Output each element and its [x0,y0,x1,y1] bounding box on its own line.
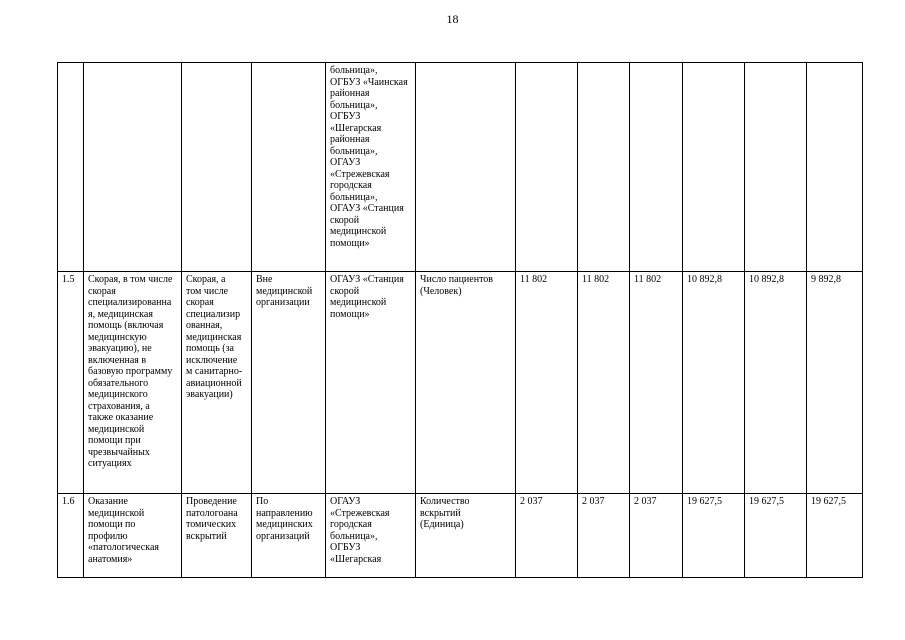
cell-text-line: городская [330,519,372,530]
page-number: 18 [446,12,459,26]
cell-text-line: обязательного [88,377,149,389]
cell-condition [252,494,326,578]
cell-value-2: 2 037 [578,494,630,578]
cell-condition [252,272,326,494]
cell-text-line: патологоана [186,507,238,519]
cell-text-line: медицинской [88,507,145,519]
cell-text-line: скорая [88,285,116,297]
cell-num: 1.6 [58,494,84,578]
cell-value-1: 11 802 [516,272,578,494]
cell-text-line: ОГАУЗ «Станция [330,274,404,285]
cell-text-line: медицинской [88,423,145,435]
cell-indicator [416,272,516,494]
cell-text-line: я, медицинская [88,308,153,320]
cell-institution [326,63,416,272]
cell-text-line: базовую программу [88,366,173,377]
cell-text-line: Оказание [88,496,128,507]
cell-condition [252,63,326,272]
cell-text-line: скорой [330,214,360,226]
cell-value-6: 9 892,8 [807,272,863,494]
cell-num: 1.5 [58,272,84,494]
cell-text-line: (Единица) [420,519,464,530]
cell-text-line: «Шегарская [330,122,382,134]
cell-text-line: «патологическая [88,542,159,553]
cell-service-name [84,63,182,272]
cell-text-line: направлению [256,507,313,519]
cell-text-line: организации [256,297,310,308]
cell-text-line: ОГБУЗ «Чаинская [330,76,408,88]
cell-text-line: больница», [330,99,378,111]
cell-text-line: медицинской [330,226,387,237]
cell-text-line: Скорая, в том числе [88,274,173,285]
cell-text-line: больница», [330,530,378,542]
cell-text-line: профилю [88,530,128,542]
table-row [58,272,863,494]
cell-text-line: м санитарно- [186,366,243,377]
cell-service-content [182,63,252,272]
cell-value-4 [683,63,745,272]
services-table [57,62,863,578]
cell-text-line: чрезвычайных [88,446,150,458]
cell-value-5: 19 627,5 [745,494,807,578]
cell-service-content [182,494,252,578]
cell-text-line: районная [330,134,370,145]
cell-text-line: помощи» [330,237,370,249]
cell-text-line: эвакуацию), не [88,343,152,354]
cell-text-line: медицинской [330,297,387,308]
cell-service-content [182,272,252,494]
cell-text-line: ОГАУЗ [330,157,361,168]
cell-text-line: вскрытий [420,507,461,519]
cell-text-line: городская [330,180,372,191]
cell-service-name [84,272,182,494]
cell-text-line: страхования, а [88,400,150,412]
cell-text-line: «Шегарская [330,553,382,565]
cell-institution [326,272,416,494]
cell-text-line: также оказание [88,412,154,423]
cell-text-line: помощи по [88,519,136,530]
cell-text-line: медицинская [186,331,242,343]
cell-value-5: 10 892,8 [745,272,807,494]
cell-text-line: Скорая, а [186,274,226,285]
cell-text-line: медицинского [88,389,148,400]
cell-institution [326,494,416,578]
cell-text-line: ованная, [186,320,223,331]
cell-text-line: больница», [330,65,378,76]
cell-text-line: ситуациях [88,458,132,469]
table-row [58,494,863,578]
cell-text-line: скорая [186,297,214,308]
cell-text-line: Число пациентов [420,274,494,285]
cell-text-line: скорой [330,285,360,297]
cell-text-line: ОГАУЗ «Станция [330,203,404,214]
cell-text-line: больница», [330,145,378,157]
cell-value-3 [630,63,683,272]
cell-indicator [416,63,516,272]
cell-text-line: ОГБУЗ [330,111,361,122]
cell-text-line: ОГАУЗ [330,496,361,507]
table-row [58,63,863,272]
cell-text-line: медицинскую [88,331,147,343]
cell-text-line: ОГБУЗ [330,542,361,553]
cell-value-3: 2 037 [630,494,683,578]
cell-text-line: «Стрежевская [330,507,390,519]
cell-text-line: специализир [186,308,241,320]
cell-value-1 [516,63,578,272]
cell-value-4: 10 892,8 [683,272,745,494]
cell-text-line: помощи при [88,435,141,446]
cell-text-line: том числе [186,285,229,297]
cell-text-line: По [256,496,269,507]
cell-text-line: «Стрежевская [330,168,390,180]
cell-text-line: помощь (за [186,343,234,354]
cell-value-2 [578,63,630,272]
cell-text-line: авиационной [186,377,242,389]
cell-text-line: Проведение [186,496,237,507]
cell-text-line: помощь (включая [88,320,164,331]
cell-text-line: исключение [186,354,238,366]
cell-text-line: организаций [256,530,310,542]
cell-value-6: 19 627,5 [807,494,863,578]
cell-text-line: вскрытий [186,530,227,542]
cell-text-line: томических [186,519,237,530]
cell-value-3: 11 802 [630,272,683,494]
cell-text-line: анатомия» [88,553,133,565]
cell-value-5 [745,63,807,272]
cell-num [58,63,84,272]
cell-service-name [84,494,182,578]
cell-text-line: медицинских [256,519,313,530]
cell-text-line: медицинской [256,285,313,297]
cell-text-line: больница», [330,191,378,203]
cell-text-line: эвакуации) [186,389,233,400]
cell-value-1: 2 037 [516,494,578,578]
cell-text-line: Вне [256,274,273,285]
cell-text-line: (Человек) [420,285,462,297]
cell-text-line: включенная в [88,354,147,366]
cell-text-line: помощи» [330,308,370,320]
cell-value-4: 19 627,5 [683,494,745,578]
cell-text-line: специализированна [88,297,172,308]
cell-indicator [416,494,516,578]
cell-value-2: 11 802 [578,272,630,494]
cell-text-line: районная [330,88,370,99]
cell-value-6 [807,63,863,272]
cell-text-line: Количество [420,496,470,507]
